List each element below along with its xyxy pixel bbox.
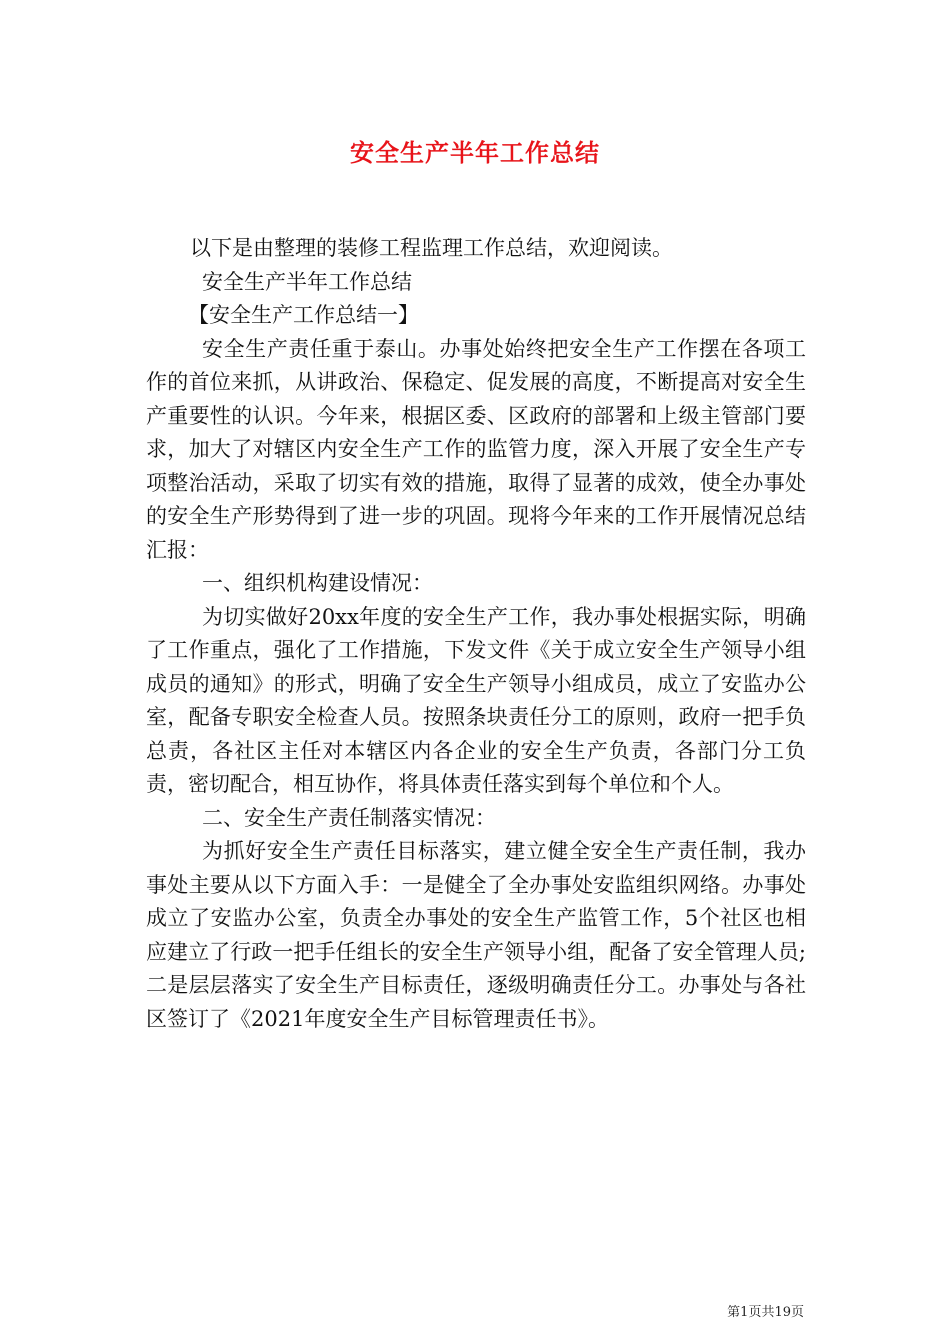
subsection-heading: 一、组织机构建设情况： [202,571,433,595]
body-paragraph: 安全生产责任重于泰山。办事处始终把安全生产工作摆在各项工作的首位来抓，从讲政治、保稳定、促发展的高度，不断提高对安全生产重要性的认识。今年来，根据区委、区政府的部署和上级主管部门要求，加大了对辖区内安全生产工作的监管力度，深入开展了安全生产专项整治活动，采取了切实有效的措施，取得了显著的成效，使全办事处的安全生产形势得到了进一步的巩固。现将今年来的工作开展情况总结汇报： [146,336,806,562]
subtitle-line: 安全生产半年工作总结 [202,269,412,294]
subsection-heading: 二、安全生产责任制落实情况： [202,805,496,830]
page-number: 第1页共19页 [727,1305,804,1320]
body-paragraph: 为抓好安全生产责任目标落实，建立健全安全生产责任制，我办事处主要从以下方面入手：一是健全了全办事处安监组织网络。办事处成立了安监办公室，负责全办事处的安全生产监管工作，5个社区也相应建立了行政一把手任组长的安全生产领导小组，配备了安全管理人员;二是层层落实了安全生产目标责任，逐级明确责任分工。办事处与各社区签订了《2021年度安全生产目标管理责任书》。 [146,839,806,1031]
intro-paragraph: 以下是由整理的装修工程监理工作总结，欢迎阅读。 [190,236,673,260]
document-title: 安全生产半年工作总结 [350,138,600,167]
body-paragraph: 为切实做好20xx年度的安全生产工作，我办事处根据实际，明确了工作重点，强化了工作措施，下发文件《关于成立安全生产领导小组成员的通知》的形式，明确了安全生产领导小组成员，成立了安监办公室，配备专职安全检查人员。按照条块责任分工的原则，政府一把手负总责，各社区主任对本辖区内各企业的安全生产负责，各部门分工负责，密切配合，相互协作，将具体责任落实到每个单位和个人。 [146,604,806,796]
document-body [146,232,806,1036]
section-heading: 【安全生产工作总结一】 [188,303,419,327]
